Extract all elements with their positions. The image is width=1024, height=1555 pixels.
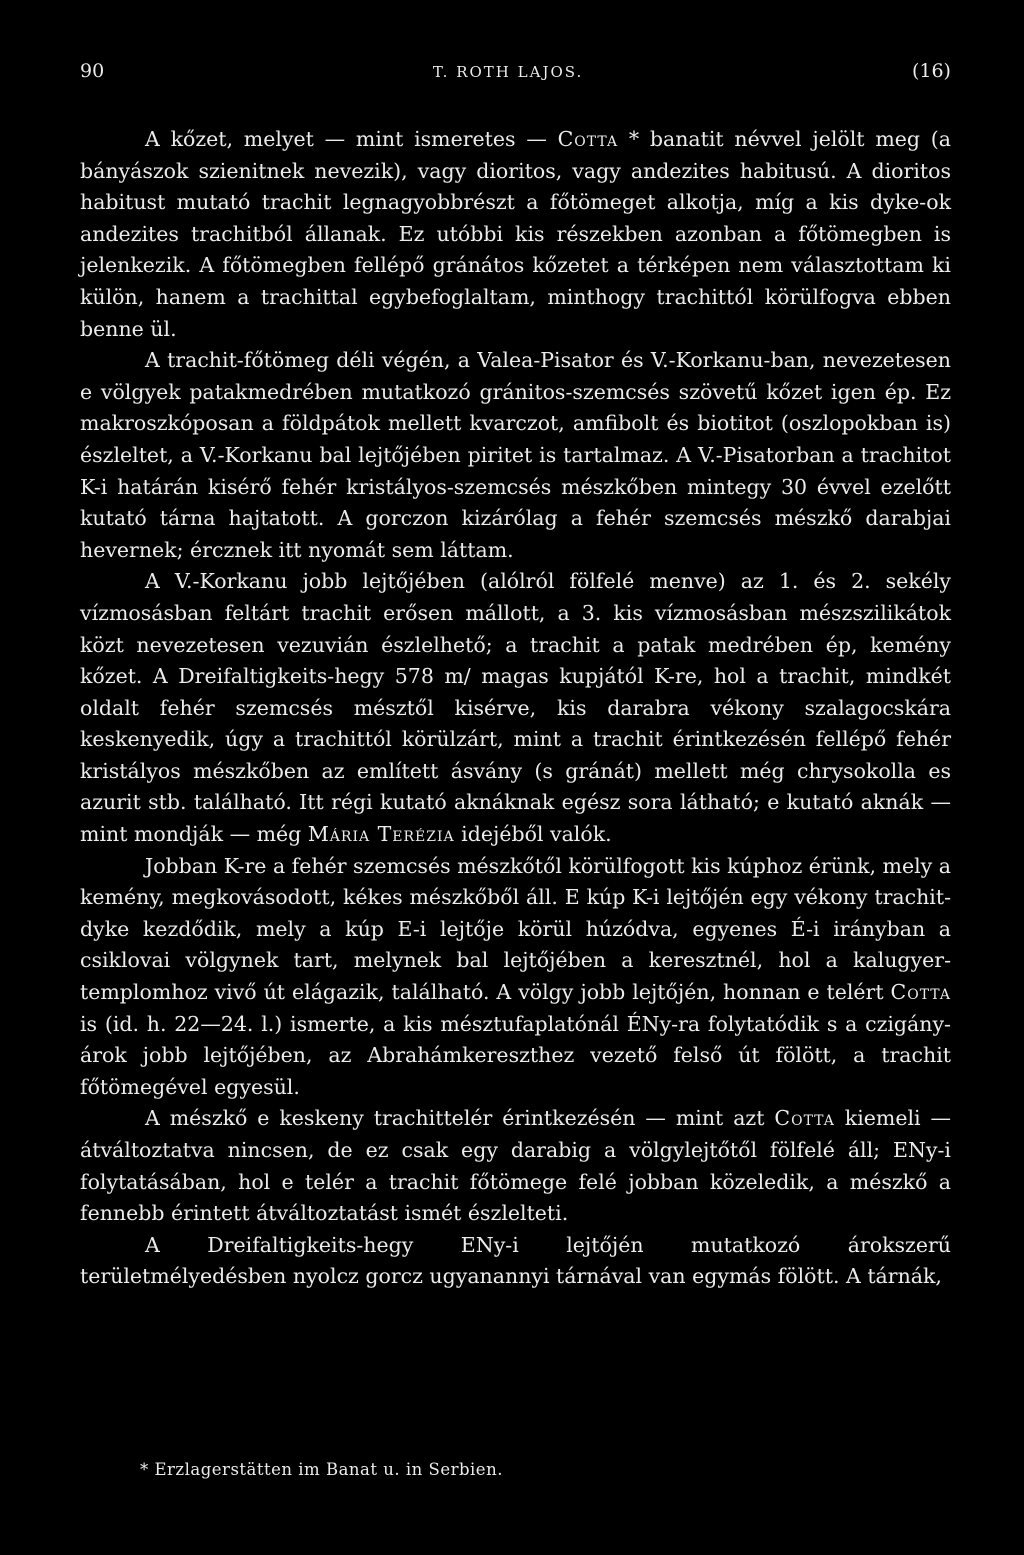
paragraph-3-text-a: A V.-Korkanu jobb lejtőjében (alólról fölfelé menve) az 1. és 2. sekély vízmosásban feltárt trachit erősen mállott, a 3. kis vízmosásban mészszilikátok közt nevezetesen vezuvián észlelhető; a trachit a patak medrében ép, kemény kőzet. A Dreifaltigkeits-hegy 578: [80, 569, 951, 689]
paragraph-3-text-c: idejéből valók.: [454, 822, 612, 847]
paragraph-6: A Dreifaltigkeits-hegy ENy-i lejtőjén mutatkozó árokszerű területmélyedésben nyolcz gorcz ugyanannyi tárnával van egymás fölött. A tárnák,: [80, 1232, 951, 1289]
author-name-cotta: Cotta: [890, 980, 951, 1005]
paragraph-5-text-a: A mészkő e keskeny trachittelér érintkezésén — mint azt: [145, 1106, 775, 1131]
paragraph-1: [80, 124, 951, 345]
meter-unit: m/: [444, 664, 471, 689]
author-name-cotta: Cotta: [557, 127, 619, 151]
paragraph-4-text-a: Jobban K-re a fehér szemcsés mészkőtől körülfogott kis kúphoz érünk, mely a kemény, megkovásodott, kékes mészkőből áll. E kúp K-i lejtőjén egy vékony trachit-dyke kezdődik, mely a kúp E-i lejtője körül húzódva, egyenes É-i irányban a csiklovai völgynek tart, melynek bal lejtőjében a keresztnél, hol a kalugyer-templomhoz vivő út elágazik, található. A völgy jobb lejtőjén, honnan e telért: [80, 853, 951, 1005]
paragraph-1-text-b: * banatit névvel jelölt meg (a bányászok szienitnek nevezik), vagy dioritos, vagy andezites habitusú. A dioritos habitust mutató trachit legnagyobbrészt a főtömeget alkotja, míg a kis dyke-ok andezites trachitból állanak. Ez utóbbi kis részekben azonban a főtömegben is jelenkezik. A főtömegben fellépő gránátos kőzetet a térképen nem választottam ki külön, hanem a trachittal egybefoglaltam, minthogy trachittól körülfogva ebben benne ül.: [80, 127, 951, 341]
document-page: [80, 60, 951, 1293]
paragraph-4-text-b: is (id. h. 22—24. l.) ismerte, a kis mésztufaplatónál ÉNy-ra folytatódik s a czigány-árok jobb lejtőjében, az Abrahámkereszthez vezető felső út fölött, a trachit főtömegével egyesül.: [80, 1011, 951, 1099]
author-name-cotta: Cotta: [774, 1106, 835, 1131]
page-header: [80, 60, 951, 100]
footnote: * Erzlagerstätten im Banat u. in Serbien.: [140, 1460, 503, 1479]
paragraph-3: [80, 566, 951, 850]
paragraph-5: [80, 1103, 951, 1229]
paragraph-2: A trachit-főtömeg déli végén, a Valea-Pisator és V.-Korkanu-ban, nevezetesen e völgyek patakmedrében mutatkozó gránitos-szemcsés szövetű kőzet igen ép. Ez makroszkóposan a földpátok mellett kvarczot, amfibolt és biotitot (oszlopokban is) észleltet, a V.-Korkanu bal lejtőjében piritet is tartalmaz. A V.-Pisatorban a trachitot K-i határán kisérő fehér kristályos-szemcsés mészkőben mintegy 30 évvel ezelőtt kutató tárna hajtatott. A gorczon kizárólag a fehér szemcsés mészkő darabjai hevernek; ércznek itt nyomát sem láttam.: [80, 348, 951, 562]
person-name-maria-terezia: Mária Terézia: [307, 822, 455, 847]
section-number: (16): [911, 60, 951, 82]
paragraph-1-text-a: A kőzet, melyet — mint ismeretes —: [145, 127, 558, 151]
paragraph-5-text-b: kiemeli — átváltoztatva nincsen, de ez csak egy darabig a völgylejtőtől fölfelé áll; ENy-i folytatásában, hol e telér a trachit főtömege felé jobban közeledik, a mészkő a fennebb érintett átváltoztatást ismét észlelteti.: [80, 1106, 952, 1226]
page-number: 90: [80, 60, 105, 82]
body-text: [80, 124, 951, 1293]
paragraph-3-text-b: magas kupjától K-re, hol a trachit, mindkét oldalt fehér szemcsés mésztől kisérve, kis darabra vékony szalagocskára keskenyedik, úgy a trachittól körülzárt, mint a trachit érintkezésén fellépő fehér kristályos mészkőben az említett ásvány (s gránát) mellett még chrysokolla es azurit stb. található. Itt régi kutató aknáknak egész sora látható; e kutató aknák — mint mondják — még: [80, 664, 951, 847]
paragraph-4: [80, 851, 951, 1104]
running-title: T. ROTH LAJOS.: [432, 63, 584, 81]
